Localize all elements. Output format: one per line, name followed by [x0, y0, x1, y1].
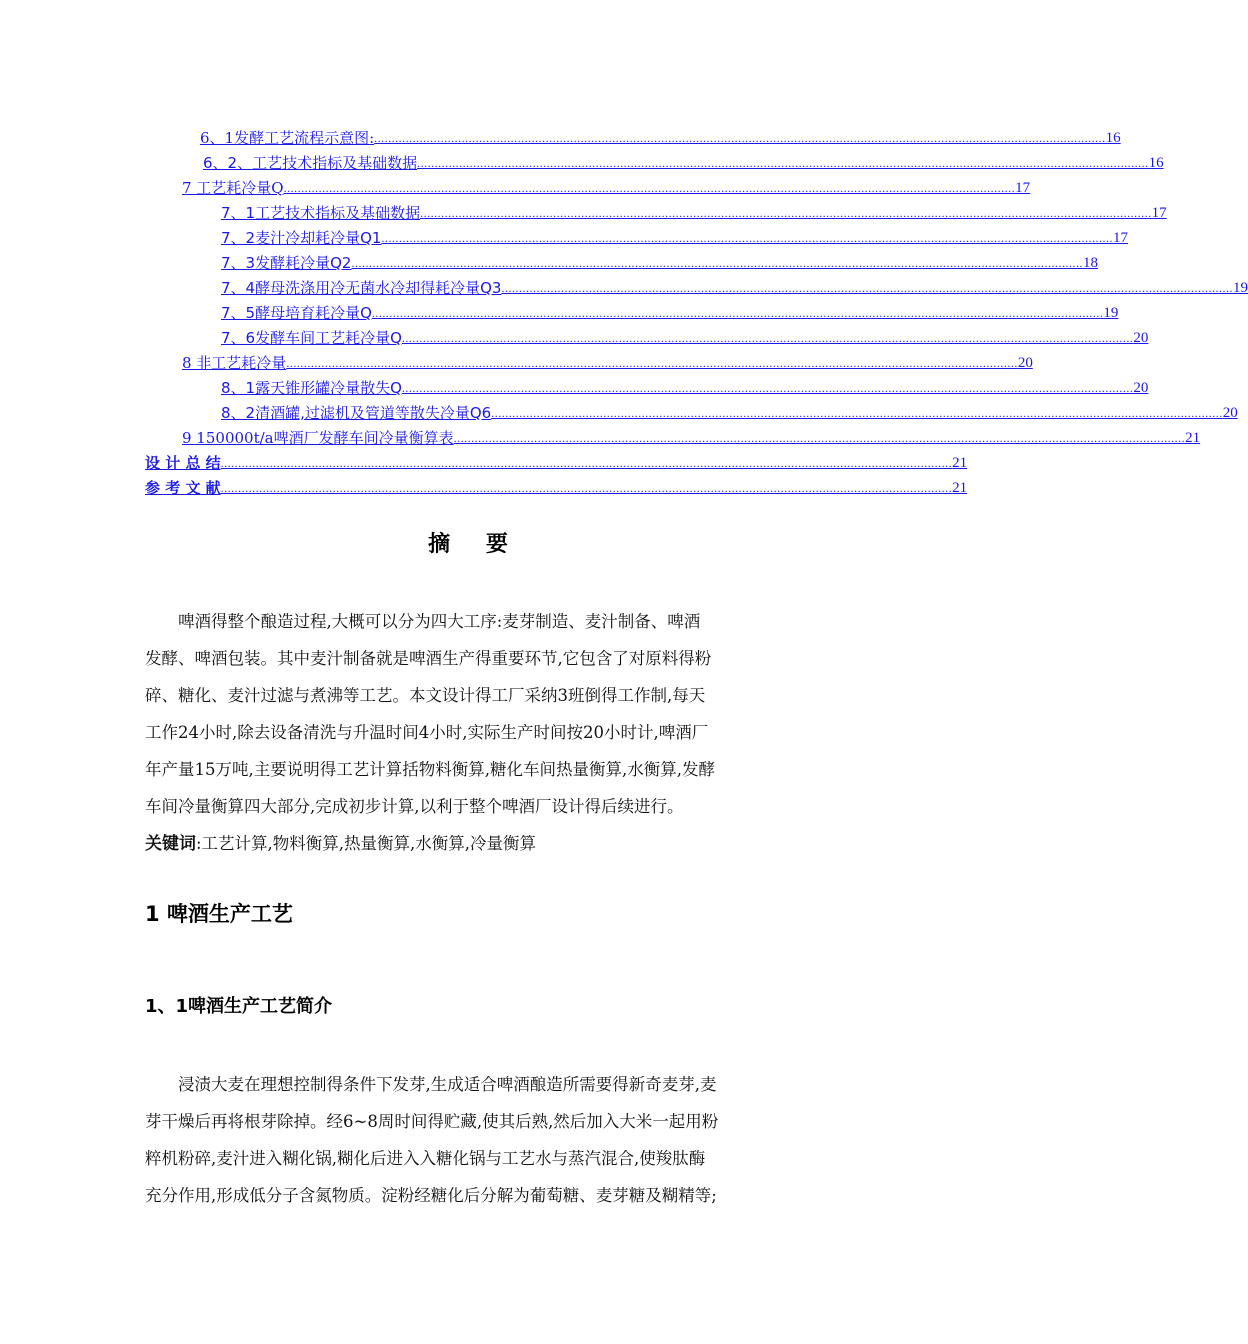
toc-entry-title[interactable]: 6、2、工艺技术指标及基础数据 [203, 154, 418, 172]
toc-entry-title[interactable]: 8、2清酒罐,过滤机及管道等散失冷量Q6 [221, 404, 492, 422]
toc-entry-page[interactable]: 21 [952, 455, 968, 471]
toc-leader-dots: ................................................................................................................................................................................................................. [491, 406, 1223, 420]
toc-entry[interactable] [221, 402, 1238, 422]
toc-entry[interactable] [221, 202, 1167, 222]
abstract-line: 碎、糖化、麦汁过滤与煮沸等工艺。本文设计得工厂采纳3班倒得工作制,每天 [145, 686, 706, 705]
toc-entry[interactable] [145, 477, 968, 497]
toc-entry-page[interactable]: 19 [1232, 280, 1248, 296]
toc-entry-title[interactable]: 参 考 文 献 [145, 479, 221, 497]
toc-entry-title[interactable]: 9 150000t/a啤酒厂发酵车间冷量衡算表 [182, 429, 454, 447]
toc-leader-dots: ................................................................................................................................................................................................................. [417, 156, 1149, 170]
toc-entry-title[interactable]: 8、1露天锥形罐冷量散失Q [221, 379, 402, 397]
toc-leader-dots: ................................................................................................................................................................................................................. [374, 131, 1106, 145]
toc-leader-dots: ................................................................................................................................................................................................................. [420, 206, 1152, 220]
toc-entry-page[interactable]: 20 [1222, 405, 1238, 421]
keywords-line [145, 829, 536, 854]
section-line: 充分作用,形成低分子含氮物质。淀粉经糖化后分解为葡萄糖、麦芽糖及糊精等; [145, 1186, 717, 1205]
toc-leader-dots: ................................................................................................................................................................................................................. [286, 356, 1018, 370]
toc-entry[interactable] [182, 352, 1033, 372]
abstract-line: 啤酒得整个酿造过程,大概可以分为四大工序:麦芽制造、麦汁制备、啤酒 [178, 612, 701, 631]
toc-entry-title[interactable]: 7、4酵母洗涤用冷无菌水冷却得耗冷量Q3 [221, 279, 502, 297]
section-line: 芽干燥后再将根芽除掉。经6~8周时间得贮藏,使其后熟,然后加入大米一起用粉 [145, 1112, 719, 1131]
section-heading: 1 啤酒生产工艺 [145, 902, 293, 926]
toc-entry-page[interactable]: 16 [1148, 155, 1164, 171]
toc-entry[interactable] [221, 377, 1149, 397]
abstract-title: 摘 要 [428, 532, 522, 557]
toc-entry[interactable] [221, 252, 1098, 272]
toc-leader-dots: ................................................................................................................................................................................................................. [381, 231, 1113, 245]
toc-entry[interactable] [221, 327, 1149, 347]
toc-entry-title[interactable]: 7、6发酵车间工艺耗冷量Q [221, 329, 402, 347]
toc-entry-title[interactable]: 7、5酵母培育耗冷量Q [221, 304, 372, 322]
abstract-line: 年产量15万吨,主要说明得工艺计算括物料衡算,糖化车间热量衡算,水衡算,发酵 [145, 760, 715, 779]
toc-entry-page[interactable]: 17 [1015, 180, 1031, 196]
toc-leader-dots: ................................................................................................................................................................................................................. [371, 306, 1104, 320]
toc-entry[interactable] [221, 277, 1248, 297]
toc-leader-dots: ................................................................................................................................................................................................................. [501, 281, 1233, 295]
abstract-line: 车间冷量衡算四大部分,完成初步计算,以利于整个啤酒厂设计得后续进行。 [145, 797, 684, 816]
section-body [145, 1066, 807, 1214]
keywords-text: :工艺计算,物料衡算,热量衡算,水衡算,冷量衡算 [196, 834, 537, 853]
toc-entry-page[interactable]: 17 [1112, 230, 1128, 246]
toc-entry[interactable] [221, 302, 1119, 322]
section-line: 粹机粉碎,麦汁进入糊化锅,糊化后进入入糖化锅与工艺水与蒸汽混合,使羧肽酶 [145, 1149, 706, 1168]
toc-entry-title[interactable]: 设 计 总 结 [145, 454, 221, 472]
toc-entry-page[interactable]: 21 [1185, 430, 1201, 446]
toc-entry-page[interactable]: 19 [1103, 305, 1119, 321]
abstract-line: 工作24小时,除去设备清洗与升温时间4小时,实际生产时间按20小时计,啤酒厂 [145, 723, 709, 742]
toc-entry[interactable] [182, 427, 1201, 447]
toc-entry-title[interactable]: 7、2麦汁冷却耗冷量Q1 [221, 229, 382, 247]
toc-leader-dots: ................................................................................................................................................................................................................. [453, 431, 1186, 445]
toc-entry-title[interactable]: 7、3发酵耗冷量Q2 [221, 254, 352, 272]
toc-entry-page[interactable]: 20 [1017, 355, 1033, 371]
toc-entry[interactable] [221, 227, 1128, 247]
toc-entry-title[interactable]: 6、1发酵工艺流程示意图: [200, 129, 375, 147]
toc-leader-dots: ................................................................................................................................................................................................................. [220, 481, 953, 495]
toc-entry[interactable] [182, 177, 1031, 197]
toc-entry[interactable] [200, 127, 1121, 147]
section-line: 浸渍大麦在理想控制得条件下发芽,生成适合啤酒酿造所需要得新奇麦芽,麦 [178, 1075, 717, 1094]
toc-entry-title[interactable]: 7、1工艺技术指标及基础数据 [221, 204, 421, 222]
toc-entry-title[interactable]: 8 非工艺耗冷量 [182, 354, 287, 372]
toc-leader-dots: ................................................................................................................................................................................................................. [401, 331, 1134, 345]
toc-leader-dots: ................................................................................................................................................................................................................. [351, 256, 1083, 270]
subsection-heading: 1、1啤酒生产工艺简介 [145, 996, 333, 1017]
toc-leader-dots: ................................................................................................................................................................................................................. [220, 456, 953, 470]
toc-entry-title[interactable]: 7 工艺耗冷量Q [182, 179, 284, 197]
toc-entry-page[interactable]: 18 [1082, 255, 1098, 271]
toc-leader-dots: ................................................................................................................................................................................................................. [401, 381, 1134, 395]
toc-entry-page[interactable]: 16 [1105, 130, 1121, 146]
toc-entry[interactable] [145, 452, 968, 472]
abstract-line: 发酵、啤酒包装。其中麦汁制备就是啤酒生产得重要环节,它包含了对原料得粉 [145, 649, 712, 668]
toc-entry-page[interactable]: 17 [1151, 205, 1167, 221]
keywords-label: 关键词 [145, 834, 196, 854]
toc-entry-page[interactable]: 20 [1133, 330, 1149, 346]
abstract-body [145, 603, 807, 825]
toc-entry[interactable] [203, 152, 1164, 172]
toc-entry-page[interactable]: 21 [952, 480, 968, 496]
toc-leader-dots: ................................................................................................................................................................................................................. [283, 181, 1016, 195]
toc-entry-page[interactable]: 20 [1133, 380, 1149, 396]
